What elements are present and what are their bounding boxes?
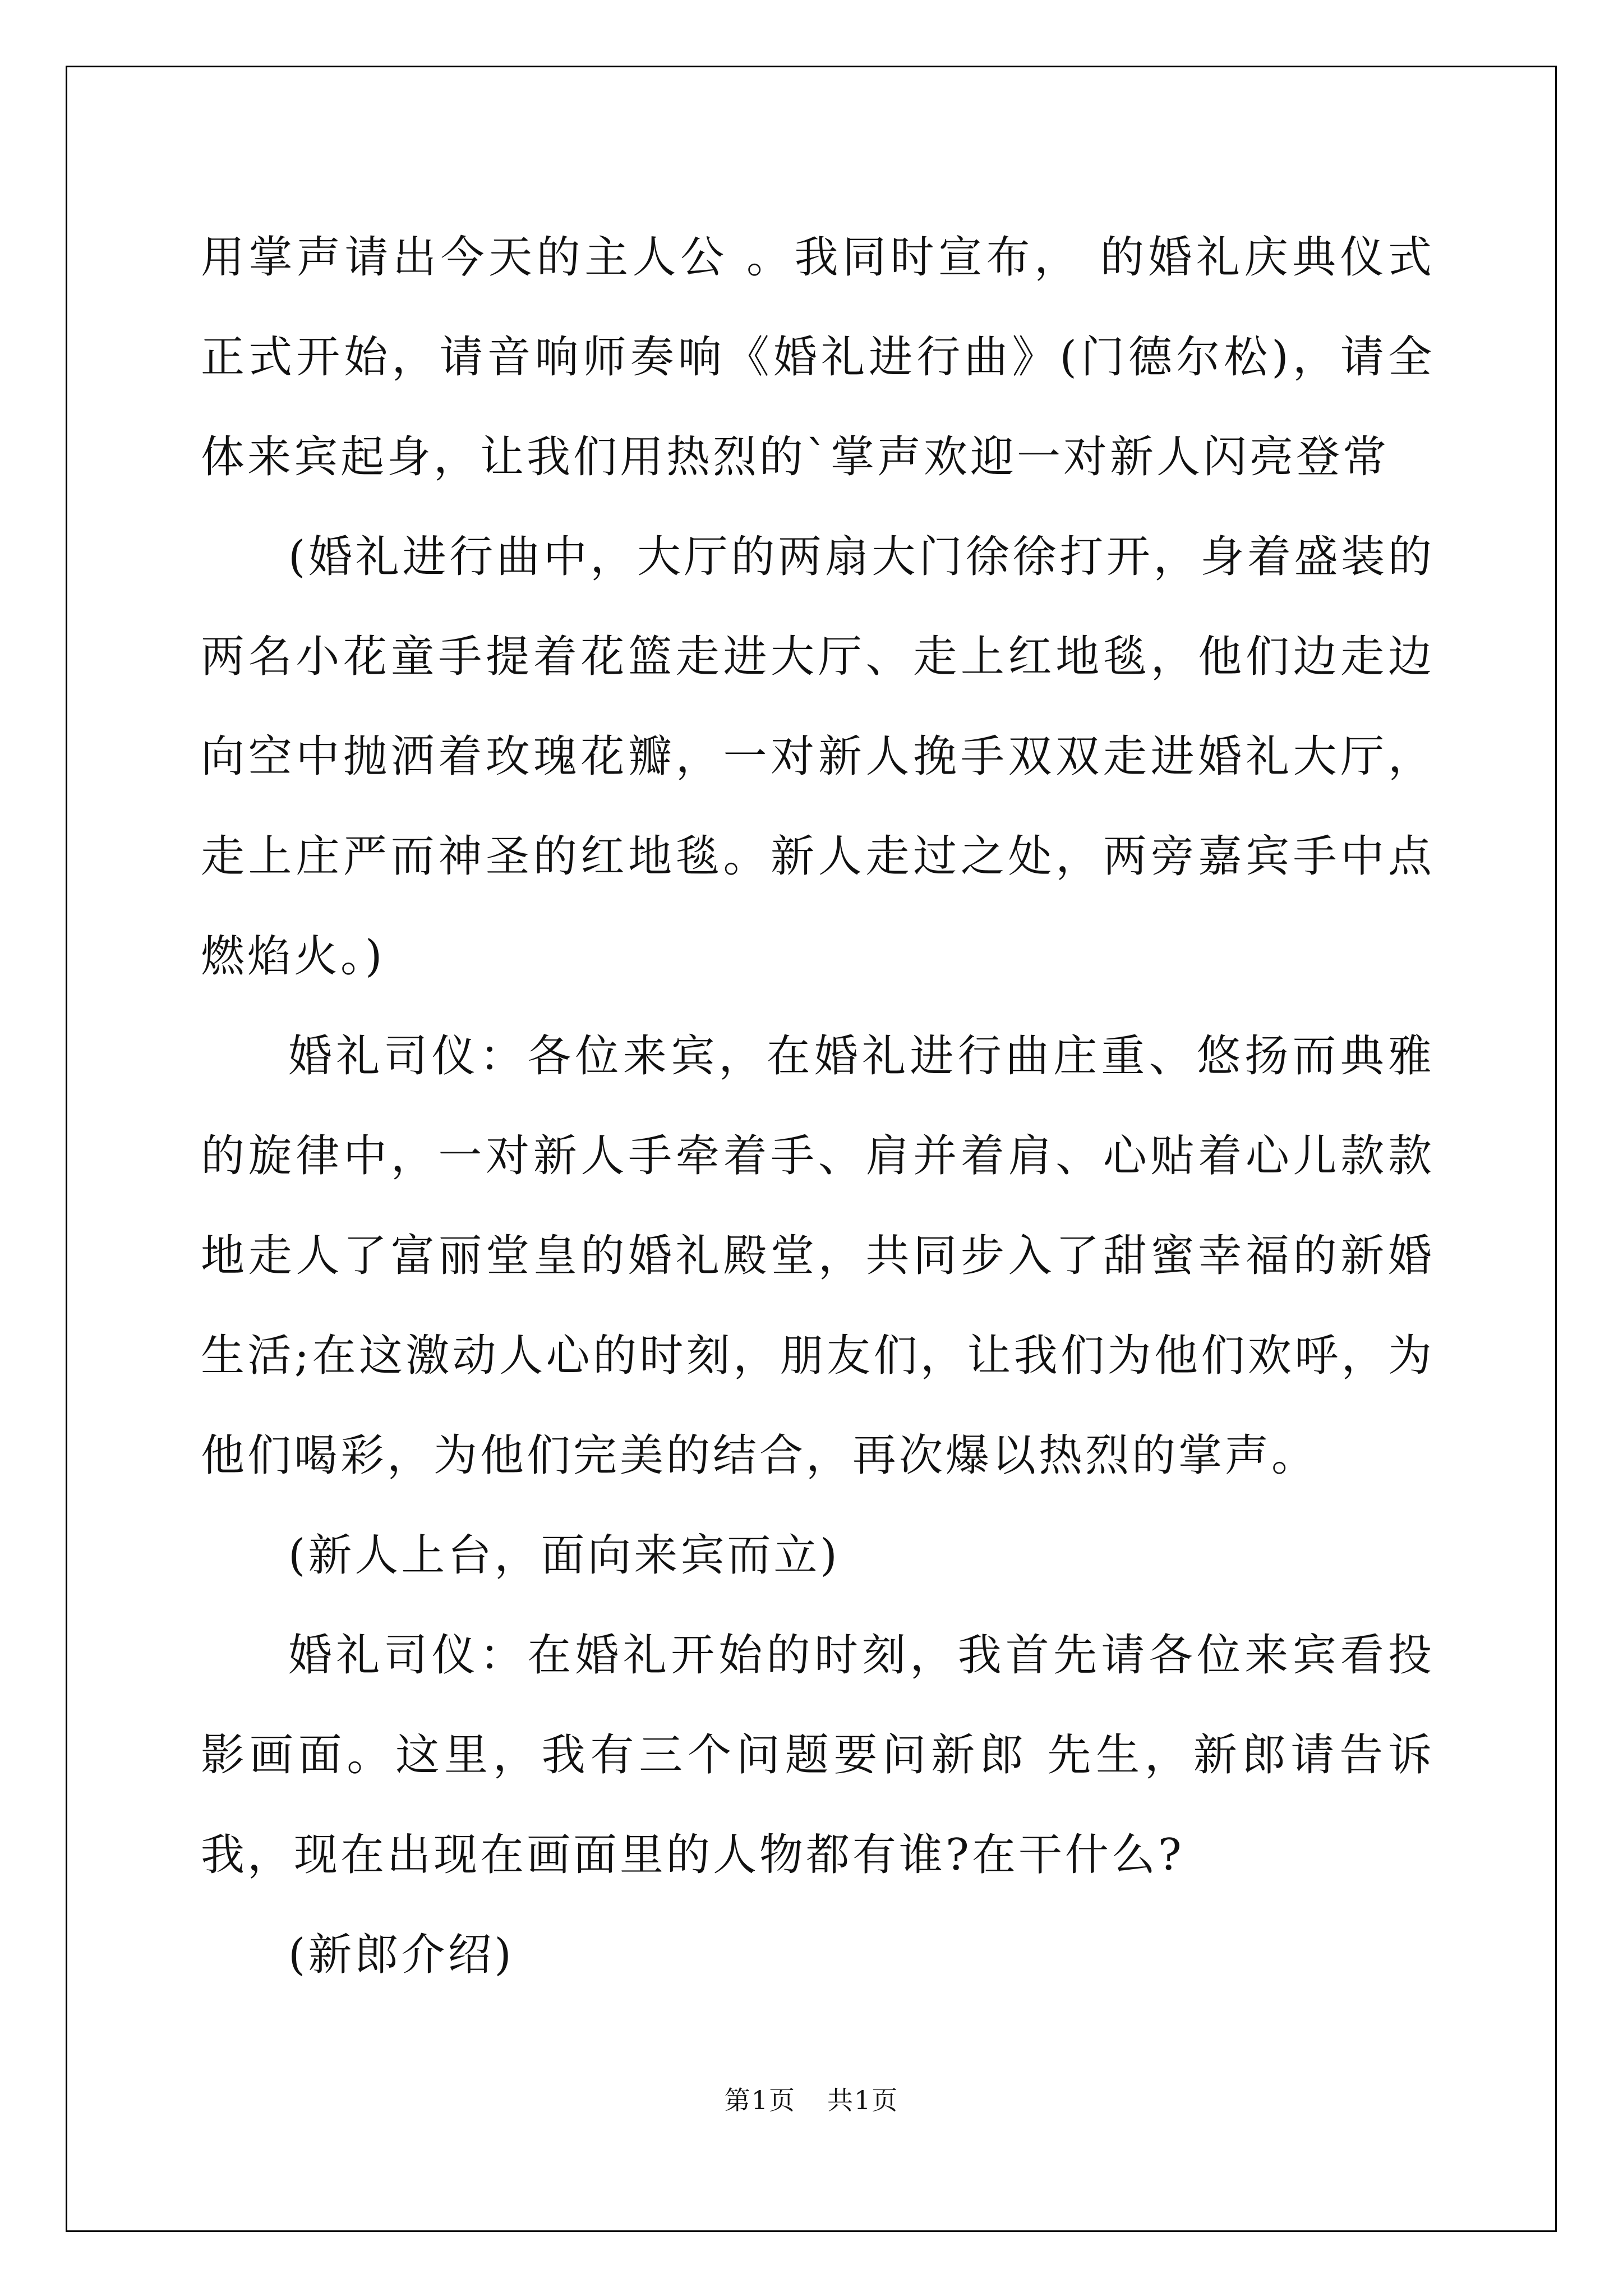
page-footer	[0, 2080, 1623, 2117]
document-body	[201, 208, 1435, 2005]
paragraph-6: (新郎介绍)	[288, 1930, 514, 1980]
paragraph-4: (新人上台，面向来宾而立)	[288, 1530, 840, 1581]
paragraph-5: 婚礼司仪：在婚礼开始的时刻，我首先请各位来宾看投影画面。这里，我有三个问题要问新郎 先生，新郎请告诉我，现在出现在画面里的人物都有谁?在干什么?	[201, 1630, 1435, 1880]
page-number-total: 共1页	[827, 2085, 899, 2115]
paragraph-3: 婚礼司仪：各位来宾，在婚礼进行曲庄重、悠扬而典雅的旋律中，一对新人手牵着手、肩并着肩、心贴着心儿款款地走人了富丽堂皇的婚礼殿堂，共同步入了甜蜜幸福的新婚生活;在这激动人心的时刻，朋友们，让我们为他们欢呼，为他们喝彩，为他们完美的结合，再次爆以热烈的掌声。	[201, 1031, 1435, 1481]
paragraph-2: (婚礼进行曲中，大厅的两扇大门徐徐打开，身着盛装的两名小花童手提着花篮走进大厅、走上红地毯，他们边走边向空中抛洒着玫瑰花瓣，一对新人挽手双双走进婚礼大厅，走上庄严而神圣的红地毯。新人走过之处，两旁嘉宾手中点燃焰火。)	[201, 532, 1435, 982]
paragraph-1: 用掌声请出今天的主人公 。我同时宣布， 的婚礼庆典仪式正式开始，请音响师奏响《婚礼进行曲》(门德尔松)，请全体来宾起身，让我们用热烈的`掌声欢迎一对新人闪亮登常	[201, 232, 1435, 482]
page-number-current: 第1页	[724, 2085, 796, 2115]
